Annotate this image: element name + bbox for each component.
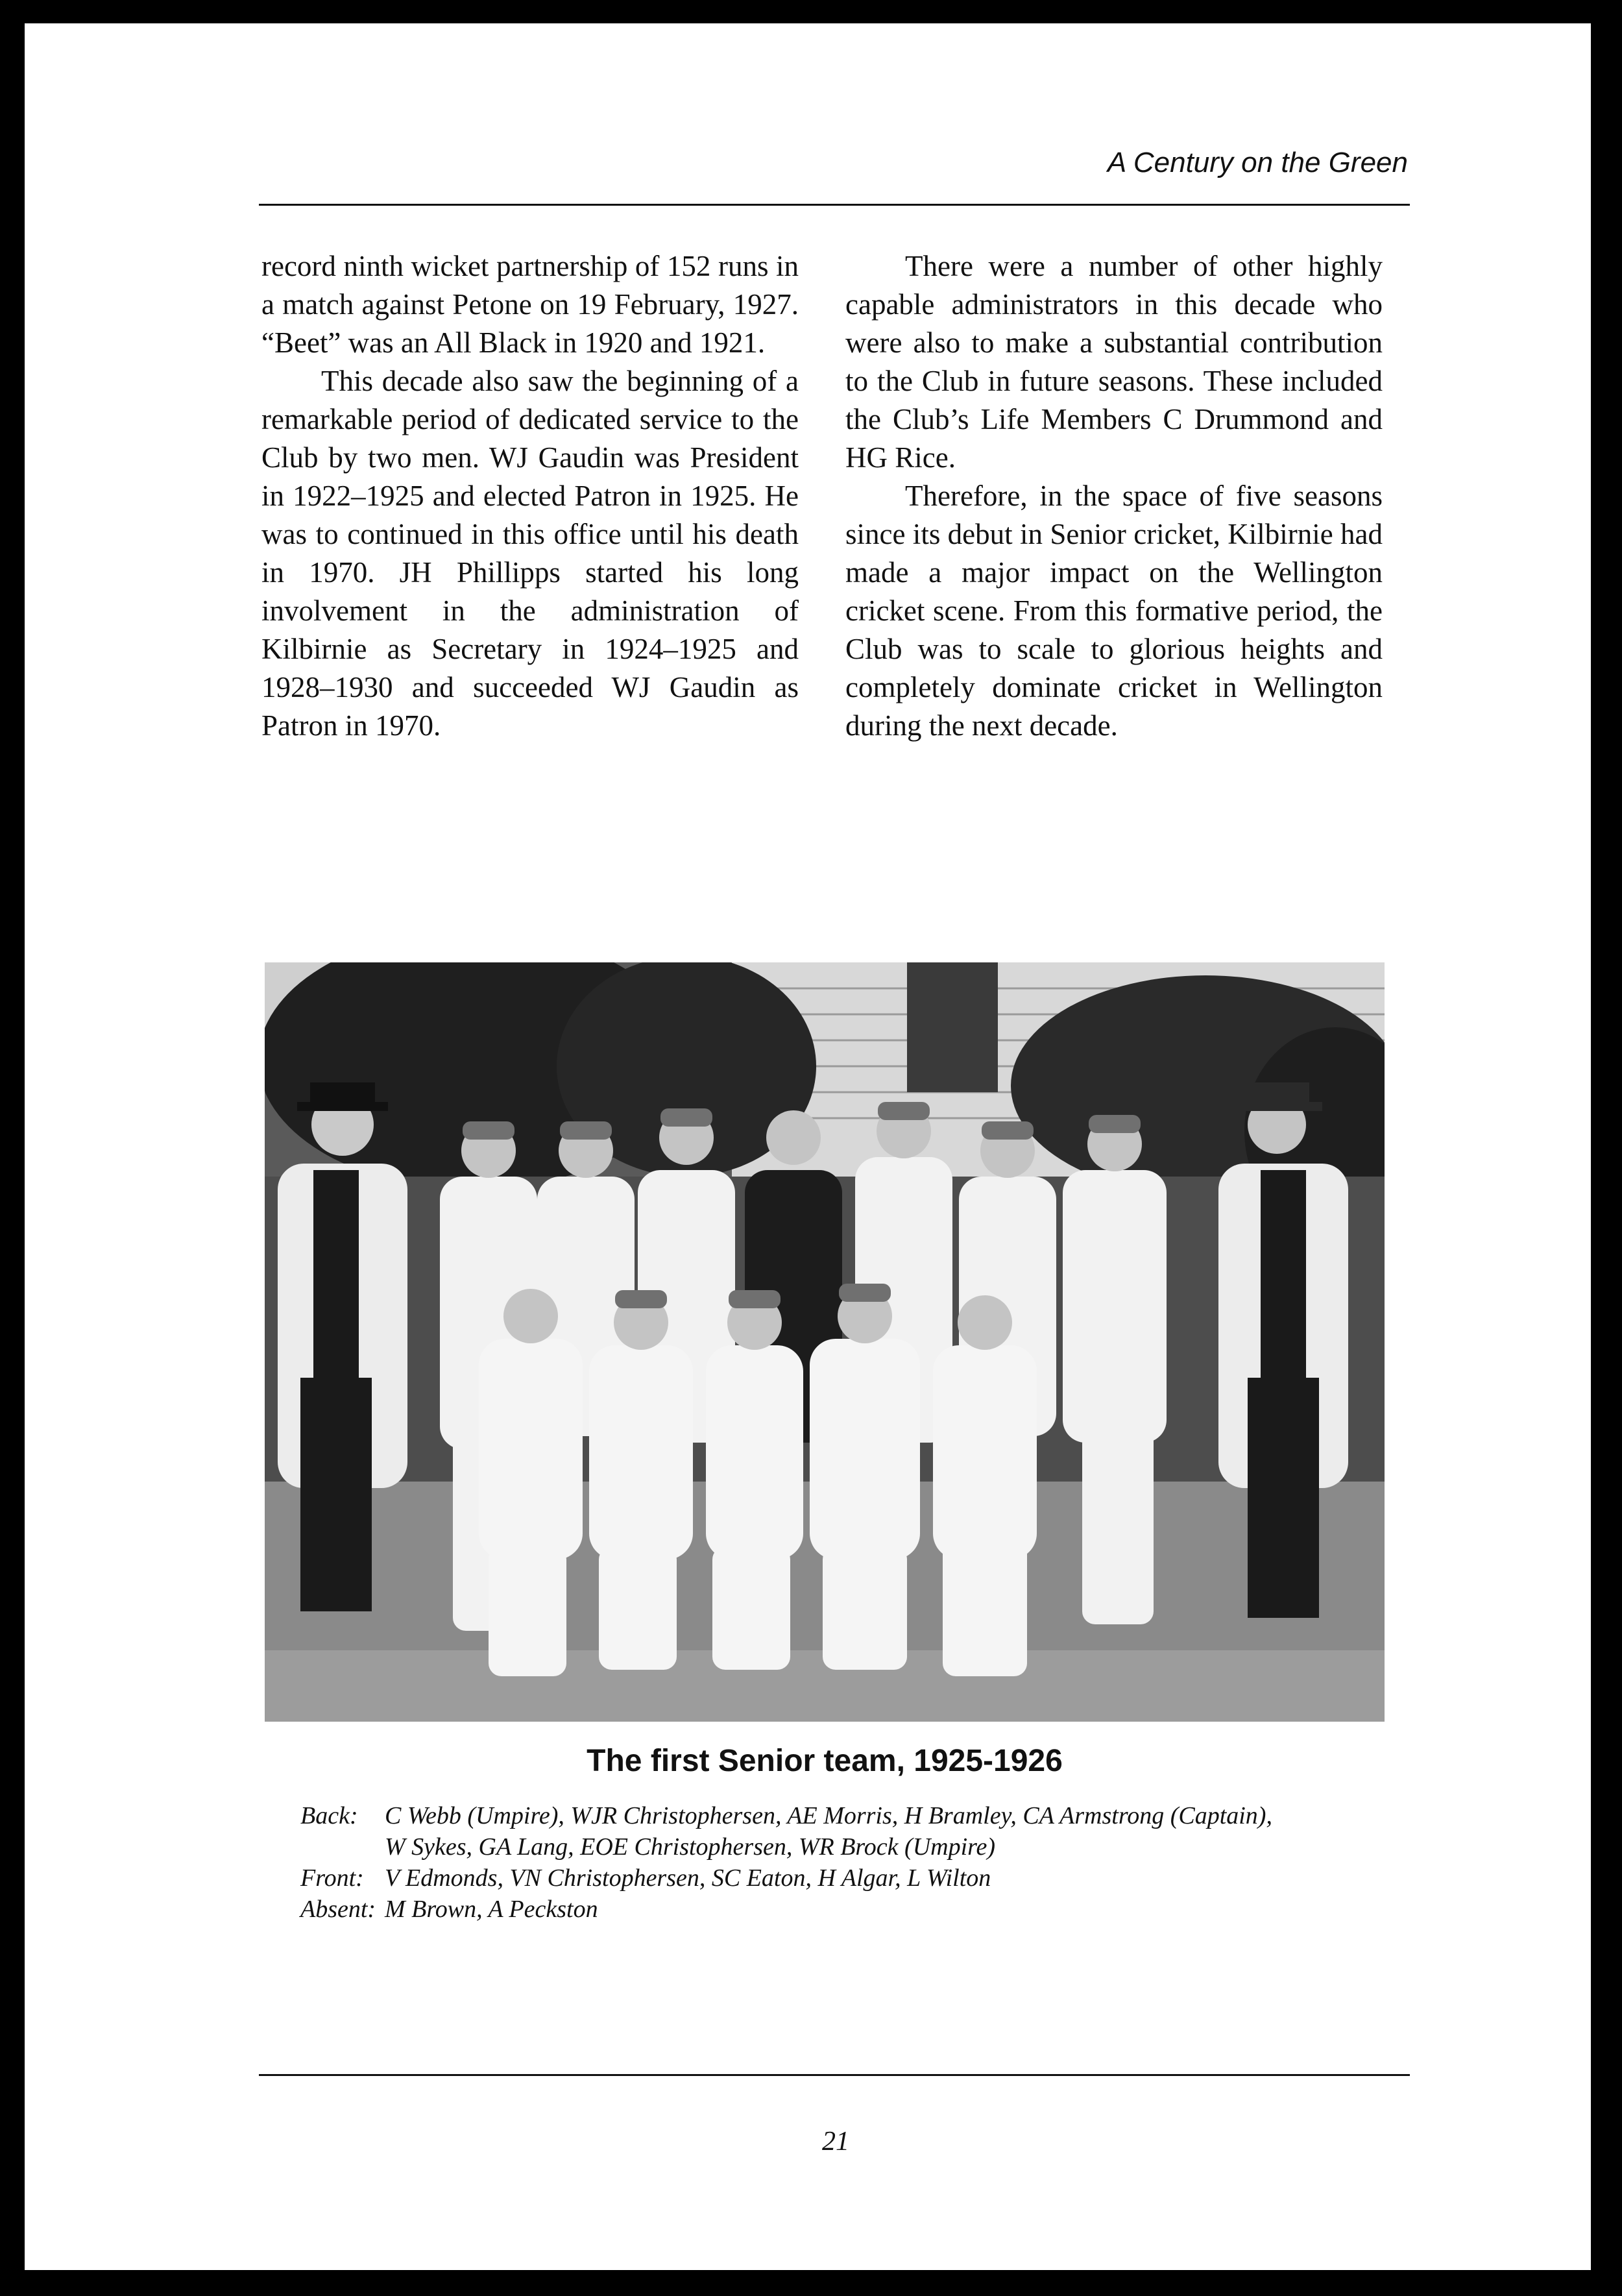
running-title: A Century on the Green: [1107, 147, 1408, 178]
paragraph: There were a number of other highly capable administrators in this decade who were also to make a substantial contribution to the Club in future seasons. These included the Club’s Life Members C Drummond and HG Rice.: [845, 250, 1383, 474]
credit-label: Back:: [300, 1802, 358, 1829]
left-column: [261, 247, 799, 745]
figure-caption: The first Senior team, 1925-1926: [587, 1744, 1063, 1778]
credit-names: [385, 1800, 1416, 1862]
page-number: 21: [822, 2127, 849, 2156]
credit-label: Front:: [300, 1864, 364, 1892]
photo-credits: [300, 1800, 1416, 1925]
right-column: [845, 247, 1383, 745]
credit-names: M Brown, A Peckston: [385, 1896, 598, 1923]
footer-rule: [259, 2074, 1410, 2076]
header-rule: [259, 204, 1410, 206]
credit-row-absent: [300, 1894, 1416, 1925]
credit-names-line: W Sykes, GA Lang, EOE Christophersen, WR Brock (Umpire): [385, 1833, 996, 1861]
credit-names-line: C Webb (Umpire), WJR Christophersen, AE Morris, H Bramley, CA Armstrong (Captain),: [385, 1802, 1272, 1829]
paragraph: record ninth wicket partnership of 152 runs in a match against Petone on 19 February, 1927. “Beet” was an All Black in 1920 and 1921.: [261, 250, 799, 359]
credit-row-back: [300, 1800, 1416, 1862]
credit-names: V Edmonds, VN Christophersen, SC Eaton, H Algar, L Wilton: [385, 1864, 991, 1892]
paragraph: This decade also saw the beginning of a remarkable period of dedicated service to the Club by two men. WJ Gaudin was President in 1922–1925 and elected Patron in 1925. He was to continued in this office until his death in 1970. JH Phillipps started his long involvement in the administration of Kilbirnie as Secretary in 1924–1925 and 1928–1930 and succeeded WJ Gaudin as Patron in 1970.: [261, 365, 799, 742]
credit-label: Absent:: [300, 1896, 376, 1923]
paragraph: Therefore, in the space of five seasons since its debut in Senior cricket, Kilbirnie had made a major impact on the Wellington cricket scene. From this formative period, the Club was to scale to glorious heights and completely dominate cricket in Wellington during the next decade.: [845, 480, 1383, 742]
team-photo-illustration: [265, 962, 1385, 1722]
team-photograph: [265, 962, 1385, 1722]
book-page: [25, 23, 1591, 2270]
credit-row-front: [300, 1862, 1416, 1894]
